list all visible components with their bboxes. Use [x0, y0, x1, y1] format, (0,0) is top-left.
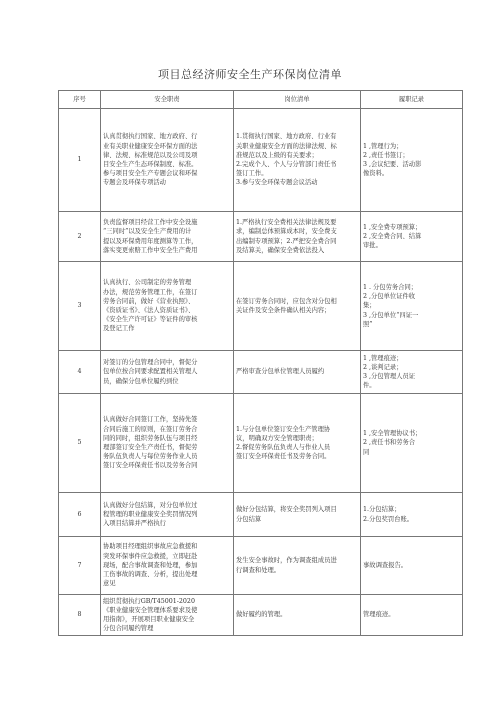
cell-record: [361, 537, 463, 595]
record-text-line: 2 ,责任书和劳务合: [363, 439, 416, 447]
duty-text-line: 认真执行、公司制定的劳务管理: [103, 279, 192, 287]
list-text-line: 准规范以及上级的有关要求；: [236, 151, 318, 159]
cell-list: [234, 262, 361, 351]
duty-text-line: 落实变更索赔工作中安全生产费用: [103, 246, 198, 254]
table-row: [59, 109, 463, 212]
list-text-line: 1.与分包单位签订安全生产管理协: [236, 425, 331, 433]
list-text-line: 签订安全环保责任书及劳务合同。: [236, 453, 331, 461]
record-text-line: 1 ,安全费专项预算；: [363, 223, 422, 231]
cell-record: [361, 595, 463, 636]
duty-text-line: 负责监督项目经营工作中安全设施: [103, 219, 198, 227]
cell-record: [361, 394, 463, 493]
cell-list: [234, 109, 361, 212]
duty-text-line: 《资质证书》、《法人资质证书》、: [103, 307, 195, 314]
duty-text-line: 意见: [103, 580, 116, 588]
record-text-line: 1 ,安全管理协议书；: [363, 430, 422, 438]
duty-text-line: 协助项目经理组织事故应急救援和: [103, 543, 198, 551]
row-number: 1: [59, 109, 101, 212]
cell-list: [234, 351, 361, 394]
cell-list: [234, 537, 361, 595]
record-text-line: 3 ,分包管理人员证: [363, 373, 416, 380]
duty-text-line: 签订安全环保责任书以及劳务合同: [103, 462, 198, 470]
record-text-line: 审批。: [363, 242, 382, 250]
page-title: 项目总经济师安全生产环保岗位清单: [158, 68, 342, 81]
duty-text-line: 提以及环保费用年度测算等工作，: [103, 237, 198, 245]
cell-list: [234, 394, 361, 493]
list-text-line: 签订工作。: [236, 170, 268, 178]
duty-text-line: 分包合同履约管理: [103, 625, 154, 633]
duty-text-line: 包单位按合同要求配置相关管理人: [103, 368, 198, 376]
record-text-line: 1 . 分包劳务合同；: [363, 283, 418, 291]
record-text-line: 2 ,分包单位证件收: [363, 293, 416, 301]
record-text-line: 1 ,管理行为；: [363, 142, 403, 150]
table-row: [59, 262, 463, 351]
record-text-line: 2 ,安全费合同、结算: [363, 232, 422, 240]
list-text-line: 及结算关，确保安全费依法投入: [236, 246, 325, 254]
table-row: [59, 394, 463, 493]
table-header-row: [59, 91, 463, 109]
duty-text-line: “三同时”以及安全生产费用的计: [103, 228, 192, 236]
record-text-line: 集；: [363, 302, 376, 310]
list-text-line: 行调查和处理。: [236, 566, 281, 574]
record-text-line: 事故调查报告。: [363, 561, 408, 569]
cell-duty: [101, 212, 234, 262]
cell-duty: [101, 537, 234, 595]
table-row: [59, 351, 463, 394]
list-text-line: 关证件及安全条件确认相关内容；: [236, 307, 331, 314]
duty-text-line: 认真做好合同签订工作，坚持先签: [103, 416, 198, 424]
header-list: 岗位清单: [234, 91, 361, 109]
record-text-line: 1 ,管理痕迹；: [363, 354, 403, 362]
duty-text-line: 律、法规、标准规范以及公司及项: [103, 151, 198, 159]
row-number: 2: [59, 212, 101, 262]
list-text-line: 发生安全事故时，作为调查组成员进: [236, 557, 337, 565]
cell-record: [361, 351, 463, 394]
list-text-line: 1.严格执行安全费相关法律法规及要: [236, 219, 337, 227]
duty-text-line: 参与项目安全生产专题会议和环保: [103, 170, 198, 178]
duty-text-line: 专题会及环保专项活动: [103, 179, 166, 187]
duty-text-line: 对签订的分包管理合同中，督促分: [103, 359, 198, 367]
header-number: 序号: [59, 91, 101, 109]
cell-record: [361, 212, 463, 262]
record-text-line: 3 ,会议纪要、活动影: [363, 161, 422, 168]
table-row: [59, 537, 463, 595]
duty-text-line: 程管理的职业健康安全奖罚情况列: [103, 510, 198, 518]
row-number: 4: [59, 351, 101, 394]
list-text-line: 求，编制总体预算成本时，安全费支: [236, 228, 337, 236]
record-text-line: 件。: [363, 382, 376, 390]
cell-duty: [101, 394, 234, 493]
row-number: 3: [59, 262, 101, 351]
duty-text-line: 员，确保分包单位履约到位: [103, 377, 179, 385]
record-text-line: 2 ,谈判记录；: [363, 363, 403, 371]
cell-record: [361, 262, 463, 351]
list-text-line: 议，明确双方安全管理职责；: [236, 434, 318, 442]
table-row: [59, 595, 463, 636]
duty-text-line: 组织贯彻执行GB/T45001-2020: [103, 597, 195, 605]
cell-duty: [101, 109, 234, 212]
list-text-line: 关职业健康安全方面的法律法规、标: [236, 142, 337, 150]
duty-text-line: 入项目结算并严格执行: [103, 520, 166, 528]
list-text-line: 2.完成个人、个人与分管部门责任书: [236, 161, 337, 168]
cell-list: [234, 212, 361, 262]
cell-duty: [101, 262, 234, 351]
header-duty: 安全职责: [101, 91, 234, 109]
duty-text-line: 及登记工作: [103, 325, 135, 333]
table-row: [59, 212, 463, 262]
row-number: 7: [59, 537, 101, 595]
list-text-line: 做好分包结算，将安全奖罚列入项目: [236, 506, 337, 514]
list-text-line: 在签订劳务合同时，应包含对分包相: [236, 297, 337, 305]
duty-text-line: 劳务合同前，做好《营业执照》、: [103, 297, 195, 305]
duty-table: [58, 90, 463, 636]
cell-record: [361, 109, 463, 212]
record-text-line: 照”: [363, 320, 373, 328]
cell-duty: [101, 351, 234, 394]
record-text-line: 1.分包结算；: [363, 506, 401, 514]
row-number: 8: [59, 595, 101, 636]
list-text-line: 2.督促劳务队伍负责人与作业人员: [236, 444, 331, 451]
duty-text-line: 用指南》，开展项目职业健康安全: [103, 616, 195, 623]
record-text-line: 3 ,分包单位“四证一: [363, 311, 419, 319]
record-text-line: 像资料。: [363, 170, 389, 178]
header-record: 履职记录: [361, 91, 463, 109]
duty-text-line: 业有关职业健康安全环保方面的法: [103, 142, 198, 150]
list-text-line: 3.参与安全环保专题会议活动: [236, 179, 318, 187]
record-text-line: 同: [363, 448, 370, 456]
duty-text-line: 工伤事故的调查、分析，提出处理: [103, 571, 198, 579]
table-row: [59, 493, 463, 537]
cell-list: [234, 493, 361, 537]
duty-text-line: 理部签订安全生产责任书，督促劳: [103, 444, 198, 451]
duty-text-line: 目安全生产生态环保制度、标准。: [103, 161, 198, 168]
duty-text-line: 认真贯彻执行国家、地方政府、行: [103, 133, 198, 141]
duty-text-line: 《安全生产许可证》等证件的审核: [103, 316, 198, 324]
duty-text-line: 同的同时，组织劳务队伍与项目经: [103, 434, 198, 442]
row-number: 6: [59, 493, 101, 537]
list-text-line: 分包结算: [236, 515, 262, 523]
record-text-line: 2.分包奖罚台账。: [363, 515, 414, 523]
duty-text-line: 认真做好分包结算，对分包单位过: [103, 501, 198, 509]
duty-text-line: 合同后施工的原则，在签订劳务合: [103, 425, 198, 433]
list-text-line: 严格审查分包单位管理人员履约: [236, 368, 325, 376]
duty-text-line: 突发环保事件应急救援，立即赶赴: [103, 552, 198, 560]
list-text-line: 做好履约的管理。: [236, 611, 287, 619]
duty-text-line: 《职业健康安全管理体系要求及使: [103, 606, 198, 614]
cell-duty: [101, 493, 234, 537]
row-number: 5: [59, 394, 101, 493]
cell-record: [361, 493, 463, 537]
duty-text-line: 现场，配合事故调查和处理，参加: [103, 561, 198, 569]
duty-text-line: 务队伍负责人与每位劳务作业人员: [103, 453, 198, 461]
list-text-line: 出编制专项预算；2.严把安全费合同: [236, 237, 337, 245]
cell-list: [234, 595, 361, 636]
record-text-line: 管理痕迹。: [363, 611, 395, 619]
cell-duty: [101, 595, 234, 636]
duty-text-line: 办法，规范劳务管理工作，在签订: [103, 288, 198, 296]
record-text-line: 2 ,责任书签订；: [363, 151, 409, 159]
list-text-line: 1.贯彻执行国家、地方政府、行业有: [236, 133, 337, 141]
table-body: [59, 109, 463, 636]
